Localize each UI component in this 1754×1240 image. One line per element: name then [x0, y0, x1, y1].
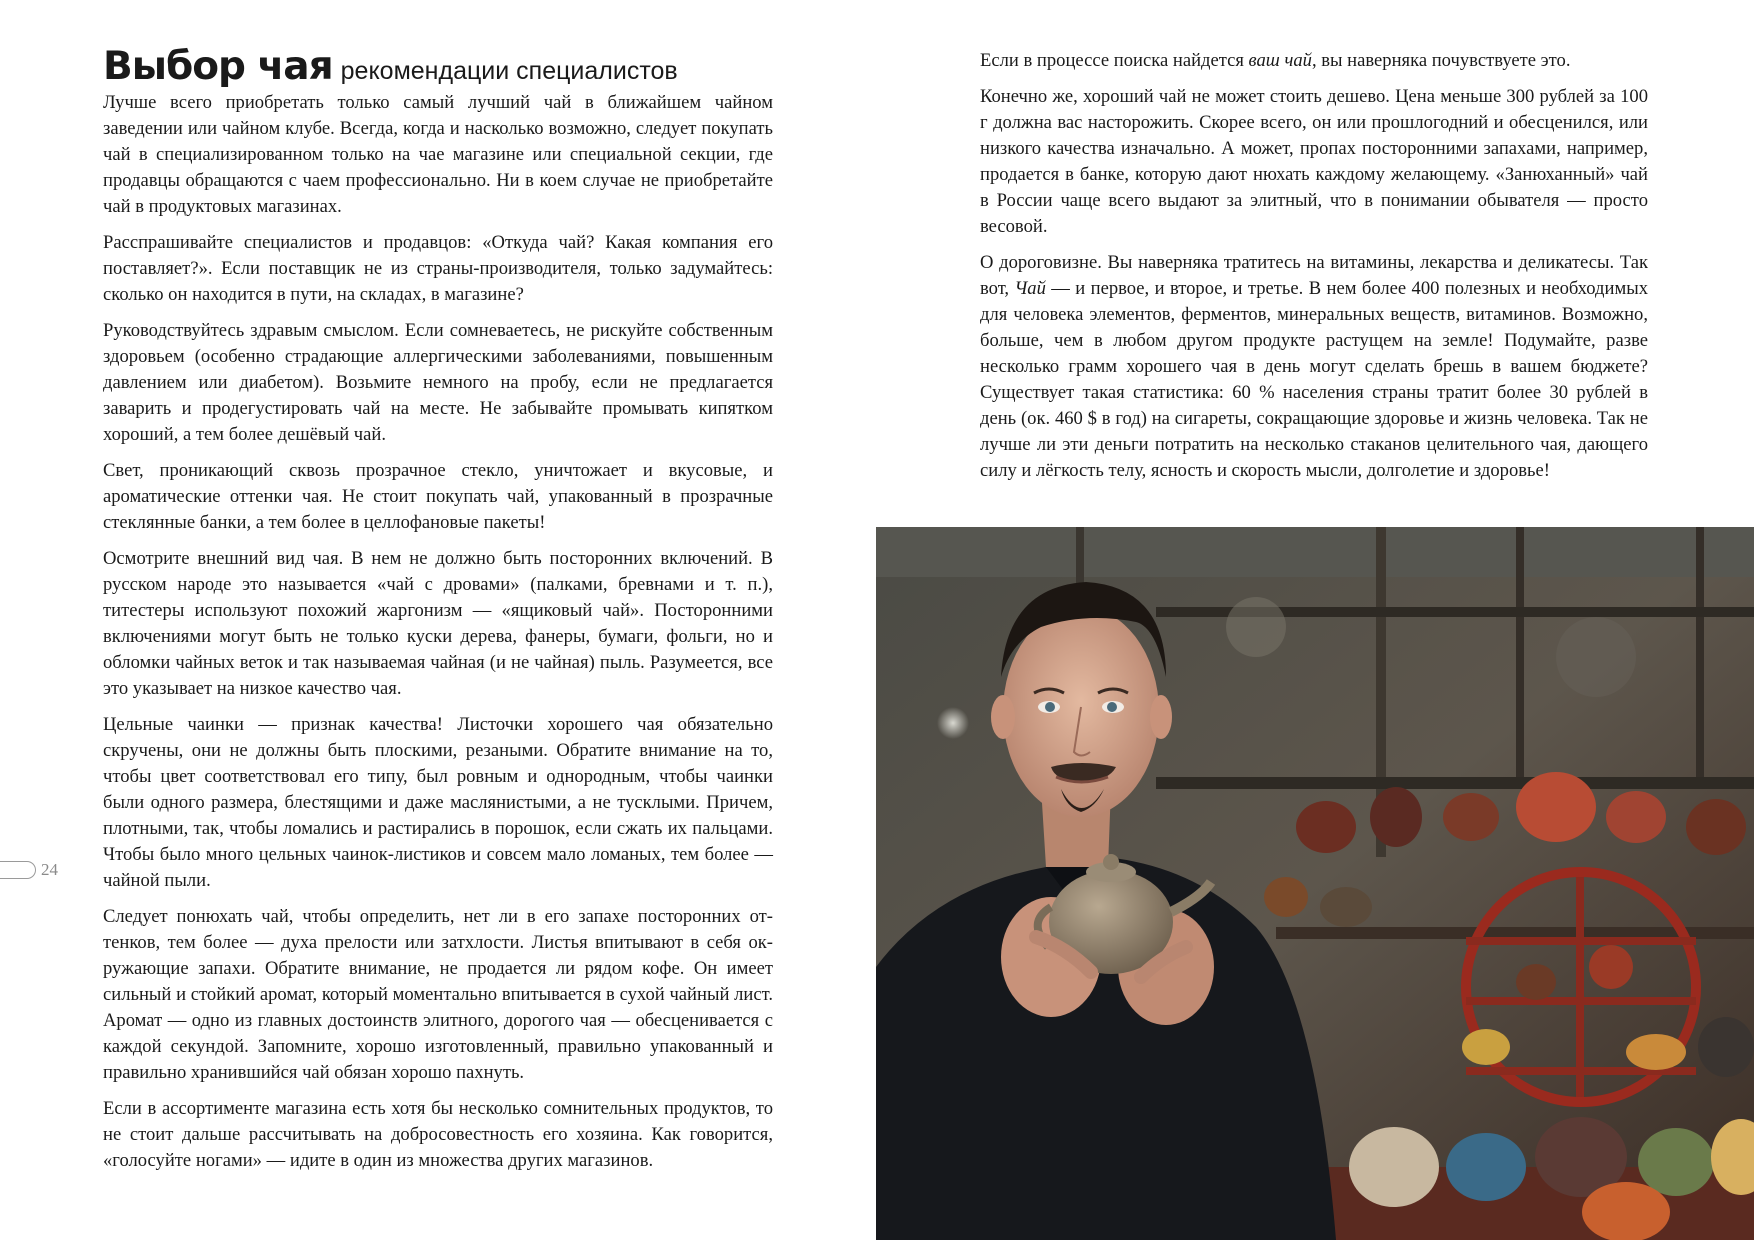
right-text-column — [980, 48, 1648, 494]
page-number-tab — [0, 861, 36, 879]
italic-run: ваш чай — [1248, 50, 1312, 71]
paragraph: Следует понюхать чай, чтобы определить, нет ли в его запахе посторонних оттенков, тем более — духа прелости или затхлости. Листья впитывают в себя окружающие запахи. Обратите внимание, не продается ли рядом кофе. Он имеет сильный и стойкий аромат, который моментально впитывается в сухой чайный лист. Аромат — одно из главных достоинств элитного, дорогого чая — обесценивается с каждой секундой. Запомните, хорошо изготовленный, правильно упакованный и правильно хранившийся чай обязан хорошо пахнуть. — [103, 906, 773, 1083]
paragraph: Расспрашивайте специалистов и продавцов: «Откуда чай? Какая компания его поставляет?». Если поставщик не из страны-производителя, только задумайтесь: сколько он находится в пути, на складах, в магазине? — [103, 232, 773, 305]
paragraph: Конечно же, хороший чай не может стоить дешево. Цена меньше 300 рублей за 100 г должна вас насторожить. Скорее всего, он или прошлогодний и обесценился, или низкого качества изначально. А может, пропах посторонними запахами, например, продается в банке, которую дают нюхать каждому желающему. «Занюханный» чай в России чаще всего выдают за элитный, что в понимании обывателя — просто весовой. — [980, 86, 1648, 237]
paragraph — [980, 48, 1648, 74]
text-run: , вы наверняка почувствуете это. — [1311, 50, 1571, 71]
text-run: Если в процессе поиска найдется — [980, 50, 1249, 71]
page-number: 24 — [41, 860, 58, 879]
paragraph: Свет, проникающий сквозь прозрачное стекло, уничтожает и вкусовые, и ароматические оттенки чая. Не стоит покупать чай, упакованный в прозрачные стеклянные банки, а тем более в целлофановые пакеты! — [103, 460, 773, 533]
italic-run: Чай — [1014, 278, 1046, 299]
paragraph: Руководствуйтесь здравым смыслом. Если сомневаетесь, не рискуйте собственным здоровьем (особенно страдающие аллергическими заболеваниями, повышенным давлением или диабетом). Возьмите немного на пробу, если не предлагается заварить и продегустировать чай на месте. Не забывайте промывать кипятком хороший, а тем более дешёвый чай. — [103, 320, 773, 445]
text-run: О дороговизне. Вы наверняка тратитесь на витамины, лекарства и деликатесы. Так вот, — [980, 252, 1648, 299]
paragraph: Осмотрите внешний вид чая. В нем не должно быть посторонних включений. В русском народе это называется «чай с дровами» (палками, бревнами и т. п.), титестеры используют похожий жаргонизм — «ящиковый чай». Посторонними включениями могут быть не только куски дерева, фанеры, бумаги, фольги, но и обломки чайных веток и так называемая чайная (и не чайная) пыль. Разумеется, все это указывает на низкое качество чая. — [103, 548, 773, 699]
paragraph: Если в ассортименте магазина есть хотя бы несколько сомнительных продуктов, то не стоит дальше рассчитывать на добросовестность его хозяина. Как говорится, «голосуйте ногами» — идите в один из множества других магазинов. — [103, 1098, 773, 1171]
text-run: — и первое, и второе, и третье. В нем более 400 полезных и необходимых для человека элементов, ферментов, минеральных веществ, витаминов. Возможно, больше, чем в любом другом продукте растущем на земле! Подумайте, разве несколько грамм хорошего чая в день могут сделать брешь в вашем бюджете? Существует такая статистика: 60 % населения страны тратит более 30 рублей в день (ок. 460 $ в год) на сигареты, сокращающие здоровье и жизнь человека. Так не лучше ли эти деньги потратить на несколько стаканов целительного чая, дающего силу и лёгкость телу, ясность и скорость мысли, долголетие и здоровье! — [980, 278, 1648, 481]
title-main: Выбор чая — [103, 44, 333, 89]
left-text-column — [103, 90, 773, 1184]
page-title — [103, 44, 678, 89]
paragraph — [980, 250, 1648, 484]
title-subtitle: рекомендации специалистов — [340, 57, 678, 85]
paragraph: Цельные чаинки — признак качества! Листочки хорошего чая обязательно скручены, они не должны быть плоскими, резаными. Обратите внимание на то, чтобы цвет соответствовал его типу, был ровным и однородным, чтобы чаинки были одного размера, блестящими и даже маслянистыми, а не тусклыми. Причем, плотными, так, чтобы ломались и растирались в порошок, если сжать их пальцами. Чтобы было много цельных чаинок-листиков и совсем мало ломаных, тем более — чайной пыли. — [103, 714, 773, 891]
tea-master-photo — [876, 527, 1754, 1240]
paragraph: Лучше всего приобретать только самый лучший чай в ближайшем чайном заведении или чайном клубе. Всегда, когда и насколько возможно, следует покупать чай в специализированном только на чае магазине или специальной секции, где продавцы обращаются с чаем профессионально. Ни в коем случае не приобретайте чай в продуктовых магазинах. — [103, 92, 773, 217]
